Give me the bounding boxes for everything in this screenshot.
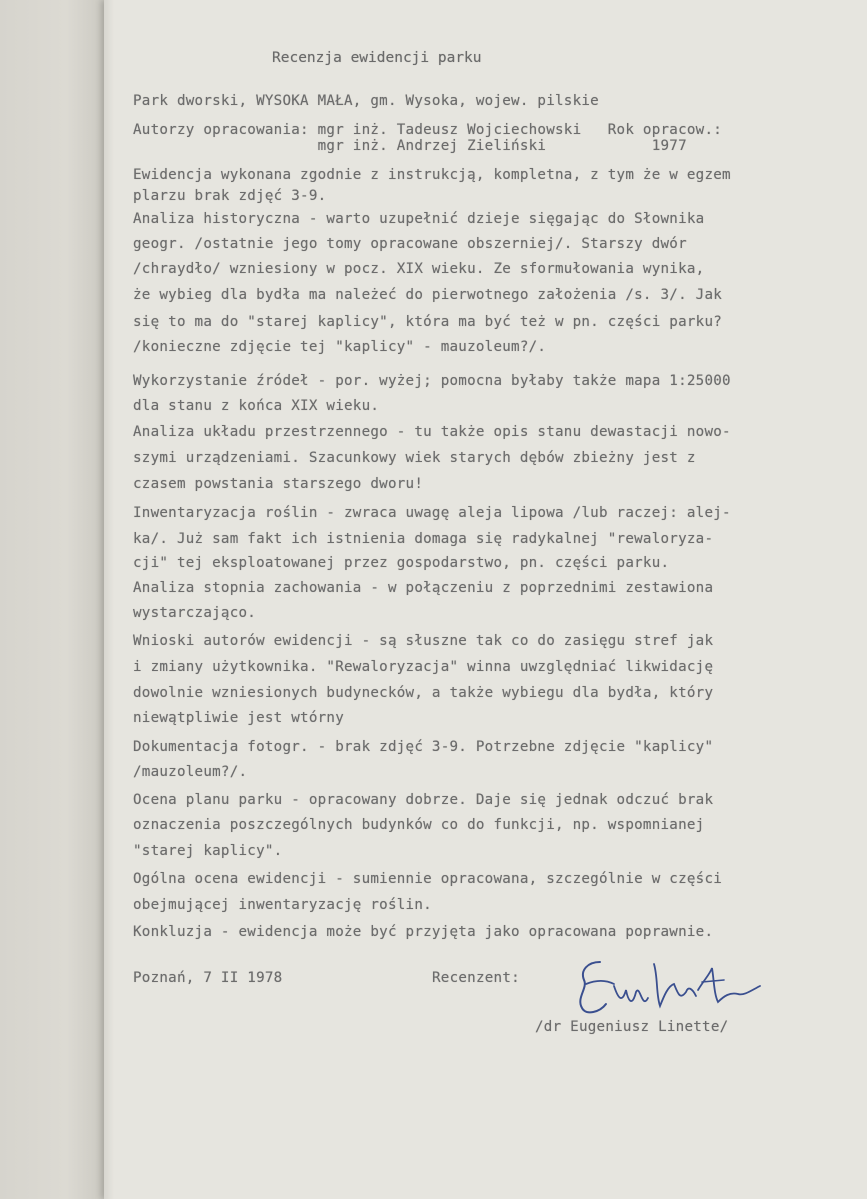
text-line: że wybieg dla bydła ma należeć do pierwotnego założenia /s. 3/. Jak [133, 287, 723, 303]
text-line: się to ma do "starej kaplicy", która ma być też w pn. części parku? [133, 314, 723, 330]
text-line: /konieczne zdjęcie tej "kaplicy" - mauzoleum?/. [133, 339, 547, 355]
text-line: i zmiany użytkownika. "Rewaloryzacja" winna uwzględniać likwidację [133, 659, 714, 675]
text-line: czasem powstania starszego dworu! [133, 476, 424, 492]
text-line: Inwentaryzacja roślin - zwraca uwagę aleja lipowa /lub raczej: alej- [133, 505, 731, 521]
text-line: dowolnie wzniesionych budynecków, a także wybiegu dla bydła, który [133, 685, 714, 701]
reviewer-label: Recenzent: [432, 970, 520, 986]
text-line: cji" tej eksploatowanej przez gospodarstwo, pn. części parku. [133, 555, 670, 571]
text-line: Konkluzja - ewidencja może być przyjęta jako opracowana poprawnie. [133, 924, 714, 940]
document-title: Recenzja ewidencji parku [272, 50, 482, 66]
text-line: Dokumentacja fotogr. - brak zdjęć 3-9. Potrzebne zdjęcie "kaplicy" [133, 739, 714, 755]
text-line: Ogólna ocena ewidencji - sumiennie opracowana, szczególnie w części [133, 871, 723, 887]
text-line: Park dworski, WYSOKA MAŁA, gm. Wysoka, wojew. pilskie [133, 93, 599, 109]
text-line: obejmującej inwentaryzację roślin. [133, 897, 432, 913]
text-line: Analiza stopnia zachowania - w połączeniu z poprzednimi zestawiona [133, 580, 714, 596]
place-date: Poznań, 7 II 1978 [133, 970, 283, 986]
text-line: Wnioski autorów ewidencji - są słuszne tak co do zasięgu stref jak [133, 633, 714, 649]
text-line: wystarczająco. [133, 605, 257, 621]
text-line: mgr inż. Andrzej Zieliński 1977 [133, 138, 687, 154]
text-line: /chraydło/ wzniesiony w pocz. XIX wieku. Ze sformułowania wynika, [133, 261, 705, 277]
text-line: /mauzoleum?/. [133, 764, 248, 780]
text-line: Ewidencja wykonana zgodnie z instrukcją, kompletna, z tym że w egzem [133, 167, 731, 183]
text-line: Autorzy opracowania: mgr inż. Tadeusz Wojciechowski Rok opracow.: [133, 122, 723, 138]
text-line: plarzu brak zdjęć 3-9. [133, 188, 327, 204]
handwritten-signature [570, 950, 770, 1025]
underlying-page [0, 0, 110, 1199]
text-line: szymi urządzeniami. Szacunkowy wiek starych dębów zbieżny jest z [133, 450, 696, 466]
text-line: niewątpliwie jest wtórny [133, 710, 344, 726]
text-line: dla stanu z końca XIX wieku. [133, 398, 380, 414]
text-line: Wykorzystanie źródeł - por. wyżej; pomocna byłaby także mapa 1:25000 [133, 373, 731, 389]
text-line: Analiza historyczna - warto uzupełnić dzieje sięgając do Słownika [133, 211, 705, 227]
reviewer-name: /dr Eugeniusz Linette/ [535, 1019, 729, 1035]
text-line: geogr. /ostatnie jego tomy opracowane obszerniej/. Starszy dwór [133, 236, 687, 252]
text-line: ka/. Już sam fakt ich istnienia domaga się radykalnej "rewaloryza- [133, 531, 714, 547]
text-line: Analiza układu przestrzennego - tu także opis stanu dewastacji nowo- [133, 424, 731, 440]
page-fold-shadow [104, 0, 114, 1199]
text-line: "starej kaplicy". [133, 843, 283, 859]
text-line: oznaczenia poszczególnych budynków co do funkcji, np. wspomnianej [133, 817, 705, 833]
text-line: Ocena planu parku - opracowany dobrze. Daje się jednak odczuć brak [133, 792, 714, 808]
